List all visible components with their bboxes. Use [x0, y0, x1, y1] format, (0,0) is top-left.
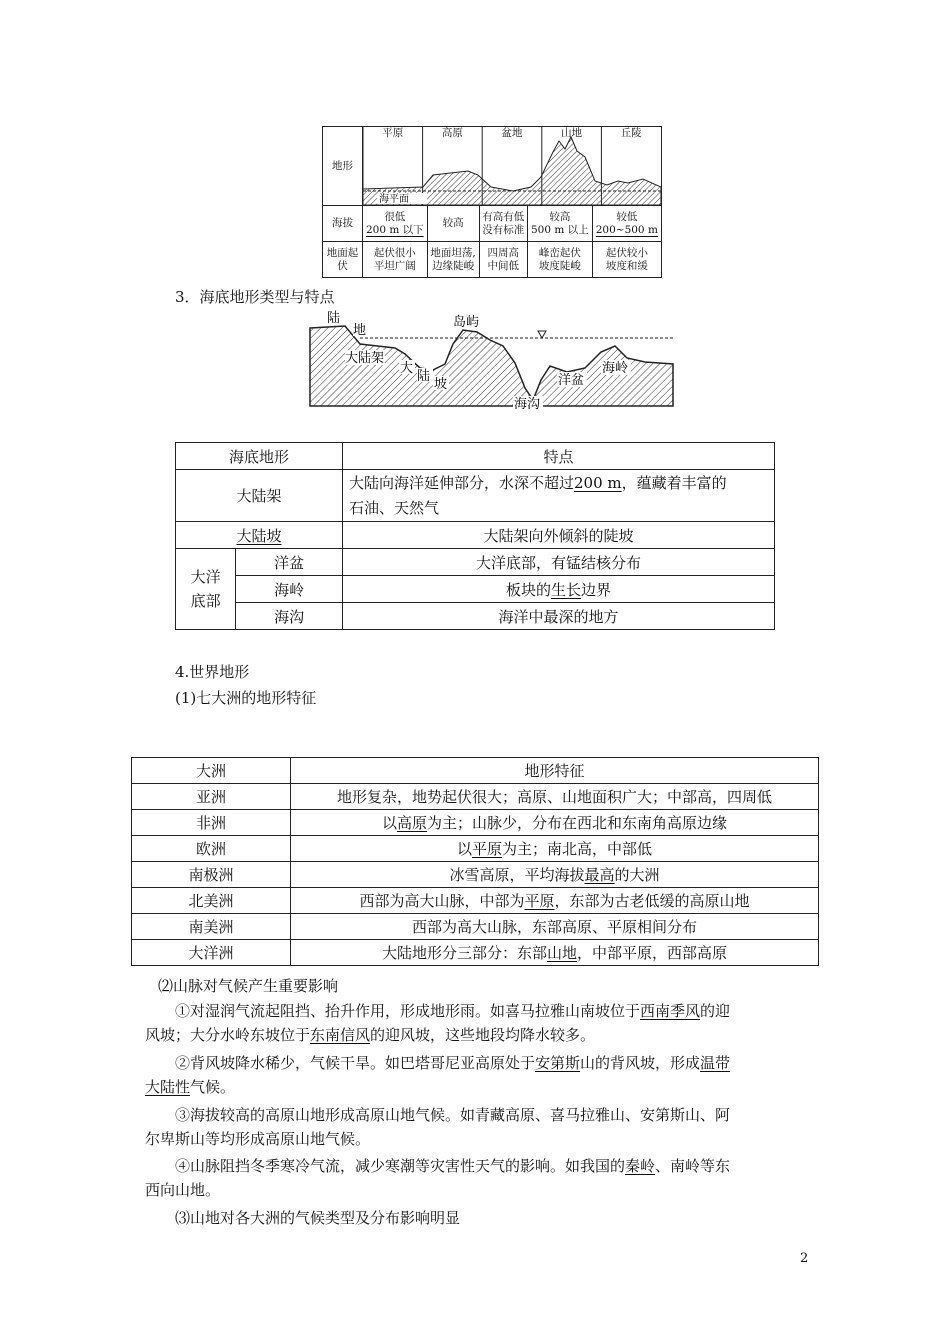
sf-shelf-name: 大陆架 — [176, 470, 343, 522]
paragraph-1-line-2: 风坡；大分水岭东坡位于东南信风的迎风坡，这些地段均降水较多。 — [145, 1026, 596, 1044]
table-row — [132, 784, 819, 810]
seafloor-diagram — [305, 308, 675, 410]
ct-feature: 西部为高大山脉，中部为平原，东部为古老低缓的高原山地 — [291, 888, 819, 914]
header-plateau: 高原 — [441, 127, 463, 139]
row-label-elevation: 海拔 — [323, 206, 363, 242]
elev-hill: 较低 200~500 m — [592, 206, 661, 242]
sf-trench-desc: 海洋中最深的地方 — [343, 603, 775, 630]
ct-feature: 冰雪高原，平均海拔最高的大洲 — [291, 862, 819, 888]
table-row — [132, 888, 819, 914]
header-mountain: 山地 — [561, 127, 583, 139]
elev-mountain: 较高 500 m 以上 — [528, 206, 593, 242]
sf-header-landform: 海底地形 — [176, 443, 343, 470]
sf-header-feature: 特点 — [343, 443, 775, 470]
sf-slope-name: 大陆坡 — [176, 522, 343, 549]
table-row — [132, 810, 819, 836]
ct-feature: 大陆地形分三部分：东部山地，中部平原，西部高原 — [291, 940, 819, 966]
label-island: 岛屿 — [453, 315, 480, 330]
header-hill: 丘陵 — [620, 127, 642, 139]
landform-table — [322, 126, 662, 278]
sf-ridge-name: 海岭 — [236, 576, 343, 603]
ct-name: 南美洲 — [132, 914, 291, 940]
section3-title: 3．海底地形类型与特点 — [175, 288, 335, 306]
paragraph-4-line-2: 西向山地。 — [145, 1181, 221, 1199]
label-trench: 海沟 — [514, 397, 541, 410]
relief-plateau: 地面坦荡, 边缘陡峻 — [427, 242, 479, 278]
ct-name: 非洲 — [132, 810, 291, 836]
continent-table — [131, 757, 819, 966]
table-row — [132, 914, 819, 940]
paragraph-1-line-1: ①对湿润气流起阻挡、抬升作用，形成地形雨。如喜马拉雅山南坡位于西南季风的迎 — [175, 1002, 731, 1020]
header-basin: 盆地 — [501, 127, 523, 139]
ct-feature: 西部为高大山脉，东部高原、平原相间分布 — [291, 914, 819, 940]
table-row — [132, 940, 819, 966]
seafloor-table — [175, 442, 775, 630]
ct-header-feature: 地形特征 — [291, 758, 819, 784]
ct-header-continent: 大洲 — [132, 758, 291, 784]
landform-profile-cell — [363, 127, 662, 206]
row-label-relief: 地面起伏 — [323, 242, 363, 278]
sub3-title: ⑶山地对各大洲的气候类型及分布影响明显 — [175, 1209, 461, 1227]
header-plain: 平原 — [382, 127, 404, 139]
row-label-landform: 地形 — [323, 127, 363, 206]
sub1-title: (1)七大洲的地形特征 — [175, 689, 317, 707]
sub2-title: ⑵山脉对气候产生重要影响 — [158, 977, 339, 995]
relief-plain: 起伏很小 平坦广阔 — [363, 242, 428, 278]
ct-name: 亚洲 — [132, 784, 291, 810]
paragraph-4-line-1: ④山脉阻挡冬季寒冷气流，减少寒潮等灾害性天气的影响。如我国的秦岭、南岭等东 — [175, 1157, 731, 1175]
sf-shelf-desc: 大陆向海洋延伸部分，水深不超过200 m，蕴藏着丰富的 石油、天然气 — [343, 470, 775, 522]
sf-ridge-desc: 板块的生长边界 — [343, 576, 775, 603]
label-ridge: 海岭 — [602, 361, 629, 376]
sea-level-label: 海平面 — [379, 194, 409, 205]
sf-ocean-floor-label: 大洋 底部 — [176, 549, 236, 630]
elev-plain: 很低 200 m 以下 — [363, 206, 428, 242]
elev-plateau: 较高 — [427, 206, 479, 242]
paragraph-2-line-2: 大陆性气候。 — [145, 1078, 236, 1096]
relief-mountain: 峰峦起伏 坡度陡峻 — [528, 242, 593, 278]
label-basin: 洋盆 — [558, 373, 585, 388]
label-slope-lu: 陆 — [417, 369, 431, 384]
sf-trench-name: 海沟 — [236, 603, 343, 630]
section4-title: 4.世界地形 — [175, 663, 250, 681]
relief-basin: 四周高 中间低 — [479, 242, 527, 278]
paragraph-3-line-2: 尔卑斯山等均形成高原山地气候。 — [145, 1130, 371, 1148]
label-slope-da: 大 — [400, 361, 414, 376]
label-shelf: 大陆架 — [345, 351, 385, 366]
paragraph-2-line-1: ②背风坡降水稀少，气候干旱。如巴塔哥尼亚高原处于安第斯山的背风坡，形成温带 — [175, 1054, 731, 1072]
sf-basin-name: 洋盆 — [236, 549, 343, 576]
label-di: 地 — [353, 323, 367, 338]
sf-basin-desc: 大洋底部，有锰结核分布 — [343, 549, 775, 576]
sf-slope-desc: 大陆架向外倾斜的陡坡 — [343, 522, 775, 549]
ct-feature: 地形复杂，地势起伏很大；高原、山地面积广大；中部高，四周低 — [291, 784, 819, 810]
paragraph-3-line-1: ③海拔较高的高原山地形成高原山地气候。如青藏高原、喜马拉雅山、安第斯山、阿 — [175, 1106, 731, 1124]
ct-feature: 以平原为主；南北高，中部低 — [291, 836, 819, 862]
label-slope-po: 坡 — [434, 377, 448, 392]
relief-hill: 起伏较小 坡度和缓 — [592, 242, 661, 278]
table-row — [132, 862, 819, 888]
label-lu: 陆 — [327, 311, 341, 326]
ct-name: 南极洲 — [132, 862, 291, 888]
ct-name: 大洋洲 — [132, 940, 291, 966]
ct-feature: 以高原为主；山脉少，分布在西北和东南角高原边缘 — [291, 810, 819, 836]
ct-name: 欧洲 — [132, 836, 291, 862]
table-row — [132, 836, 819, 862]
ct-name: 北美洲 — [132, 888, 291, 914]
landform-headers — [363, 127, 661, 140]
page-number: 2 — [800, 1251, 809, 1266]
elev-basin: 有高有低 没有标准 — [479, 206, 527, 242]
